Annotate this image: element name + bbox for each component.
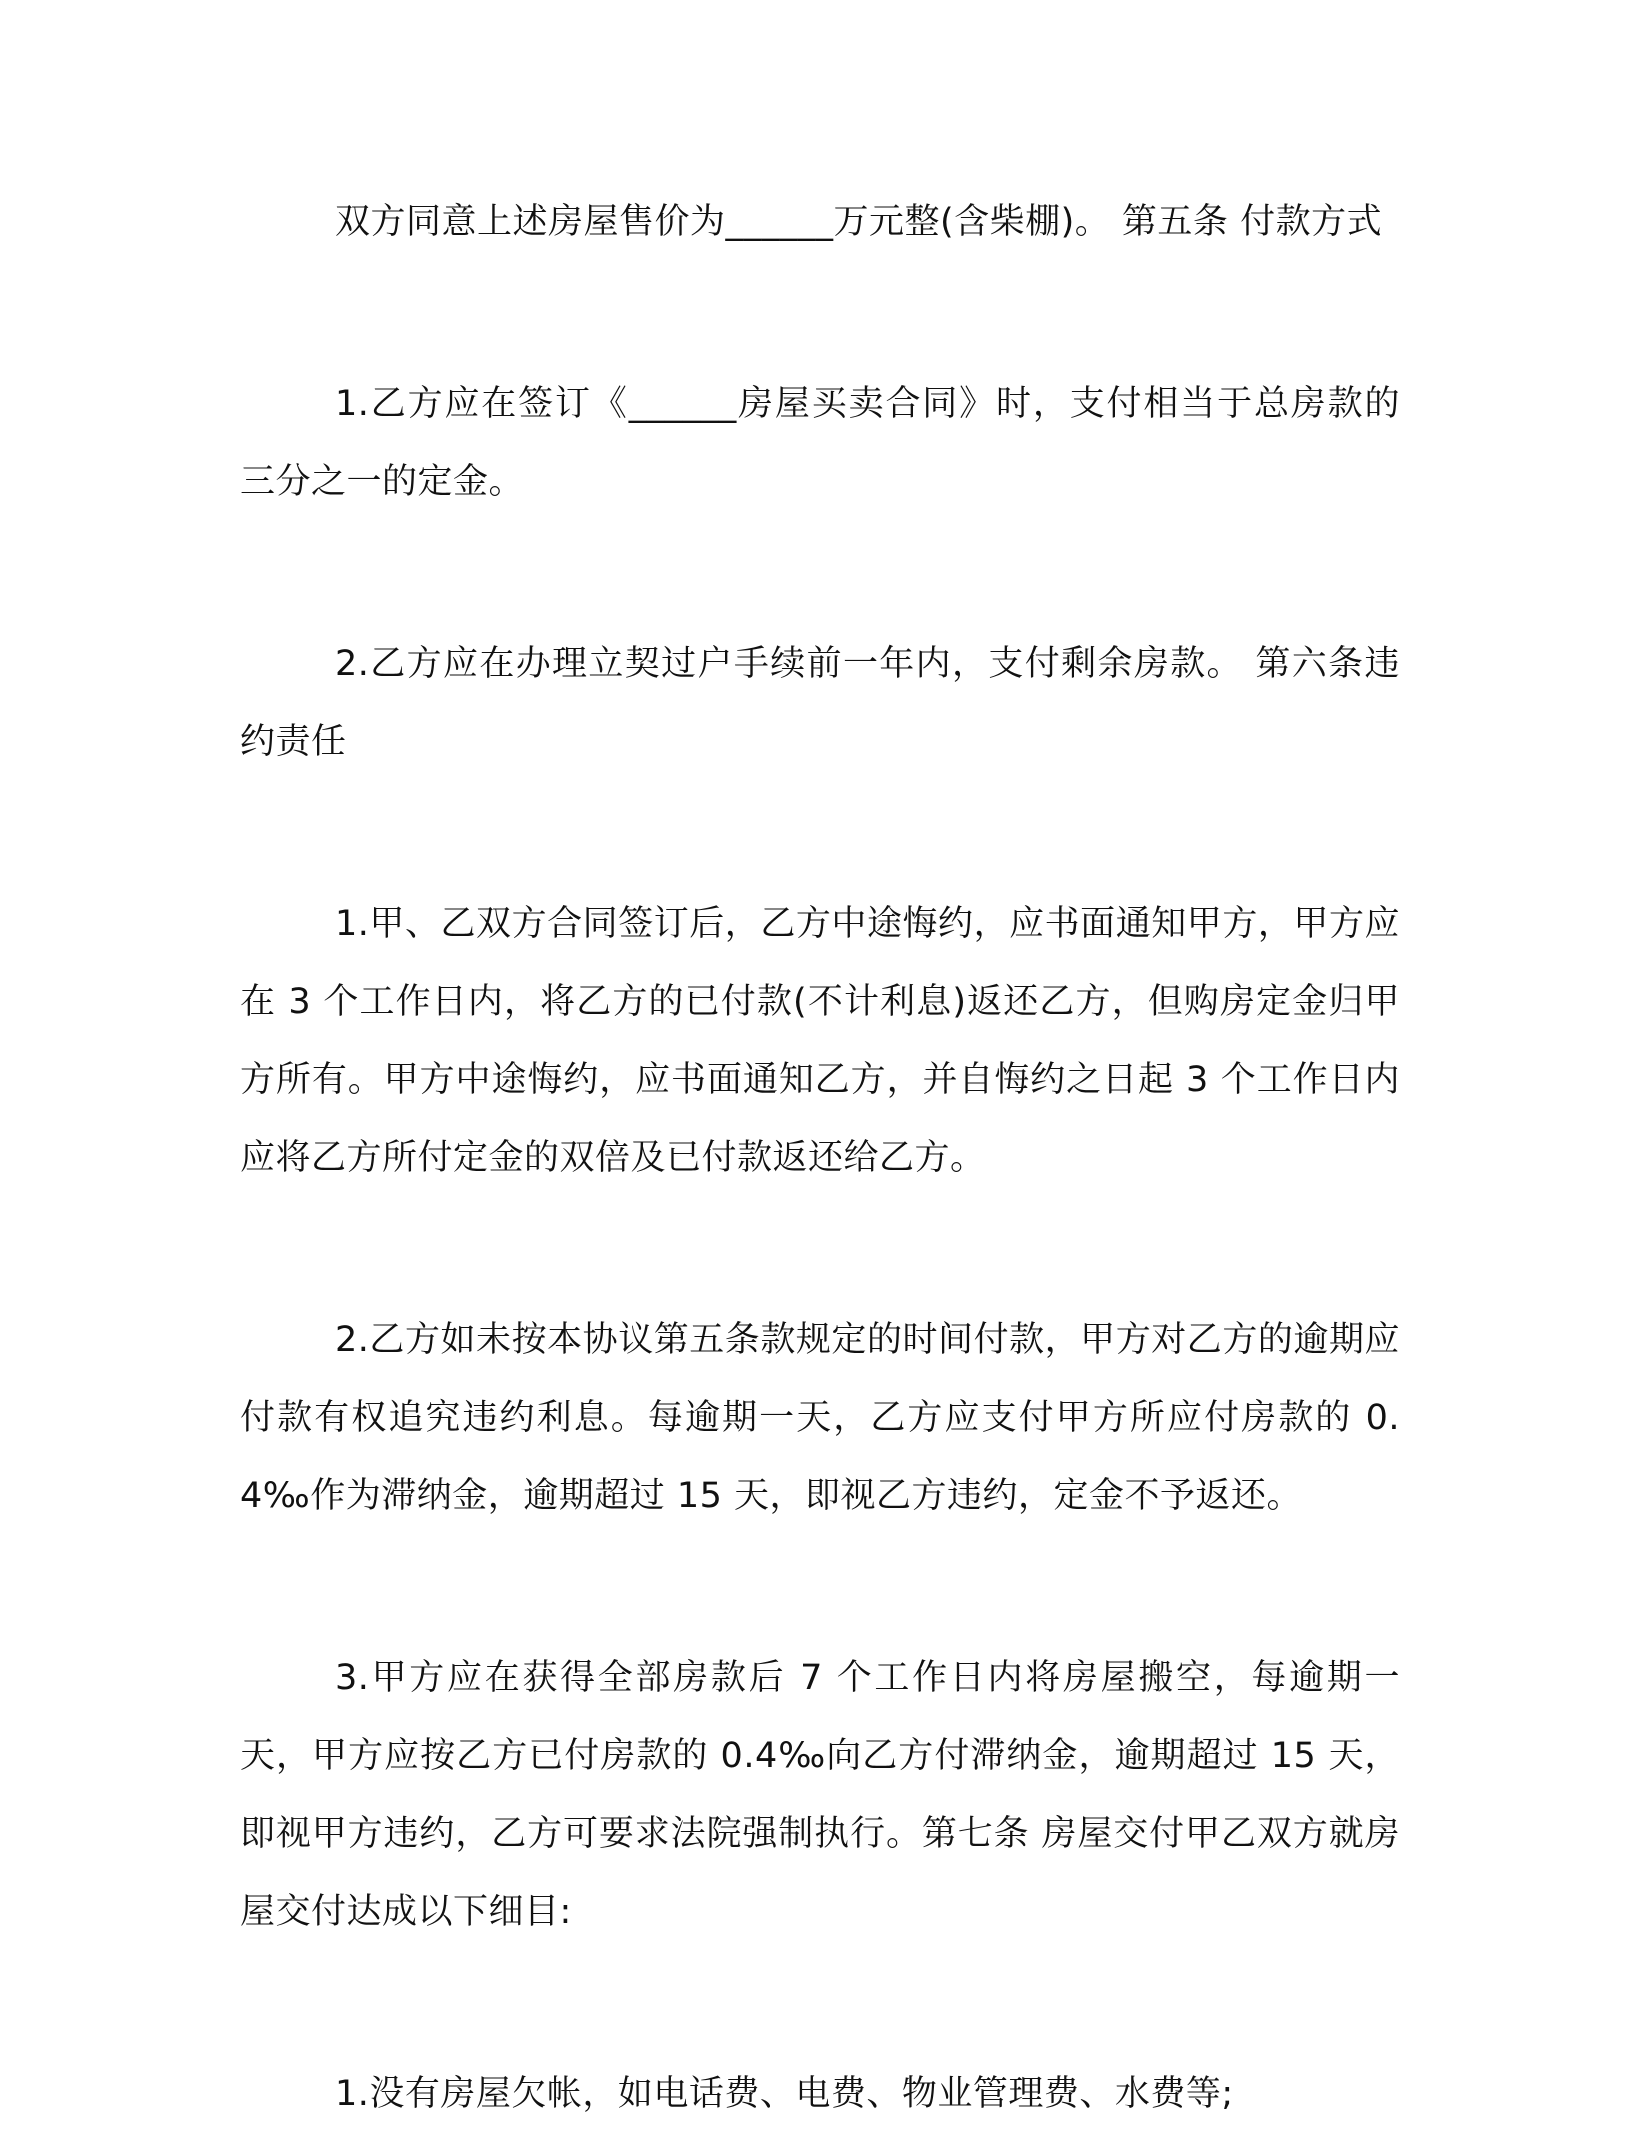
paragraph-deposit: 1.乙方应在签订《______房屋买卖合同》时，支付相当于总房款的三分之一的定金。 — [240, 384, 1400, 502]
paragraph-no-outstanding-bills: 1.没有房屋欠帐，如电话费、电费、物业管理费、水费等; — [335, 2074, 1234, 2114]
paragraph-breach-cancellation: 1.甲、乙双方合同签订后，乙方中途悔约，应书面通知甲方，甲方应在 3 个工作日内，将乙方的已付款(不计利息)返还乙方，但购房定金归甲方所有。甲方中途悔约，应书面通知乙方，并自悔约之日起 3 个工作日内应将乙方所付定金的双倍及已付款返还给乙方。 — [240, 904, 1400, 1178]
paragraph-price-and-payment-heading: 双方同意上述房屋售价为______万元整(含柴棚)。 第五条 付款方式 — [335, 202, 1383, 242]
paragraph-vacate-property: 3.甲方应在获得全部房款后 7 个工作日内将房屋搬空，每逾期一天，甲方应按乙方已付房款的 0.4‰向乙方付滞纳金，逾期超过 15 天，即视甲方违约，乙方可要求法院强制执行。第七条 房屋交付甲乙双方就房屋交付达成以下细目: — [240, 1658, 1400, 1932]
paragraph-remaining-payment: 2.乙方应在办理立契过户手续前一年内，支付剩余房款。 第六条违约责任 — [240, 644, 1400, 762]
document-body — [240, 183, 1400, 2133]
paragraph-late-payment: 2.乙方如未按本协议第五条款规定的时间付款，甲方对乙方的逾期应付款有权追究违约利息。每逾期一天，乙方应支付甲方所应付房款的 0.4‰作为滞纳金，逾期超过 15 天，即视乙方违约，定金不予返还。 — [240, 1320, 1400, 1516]
